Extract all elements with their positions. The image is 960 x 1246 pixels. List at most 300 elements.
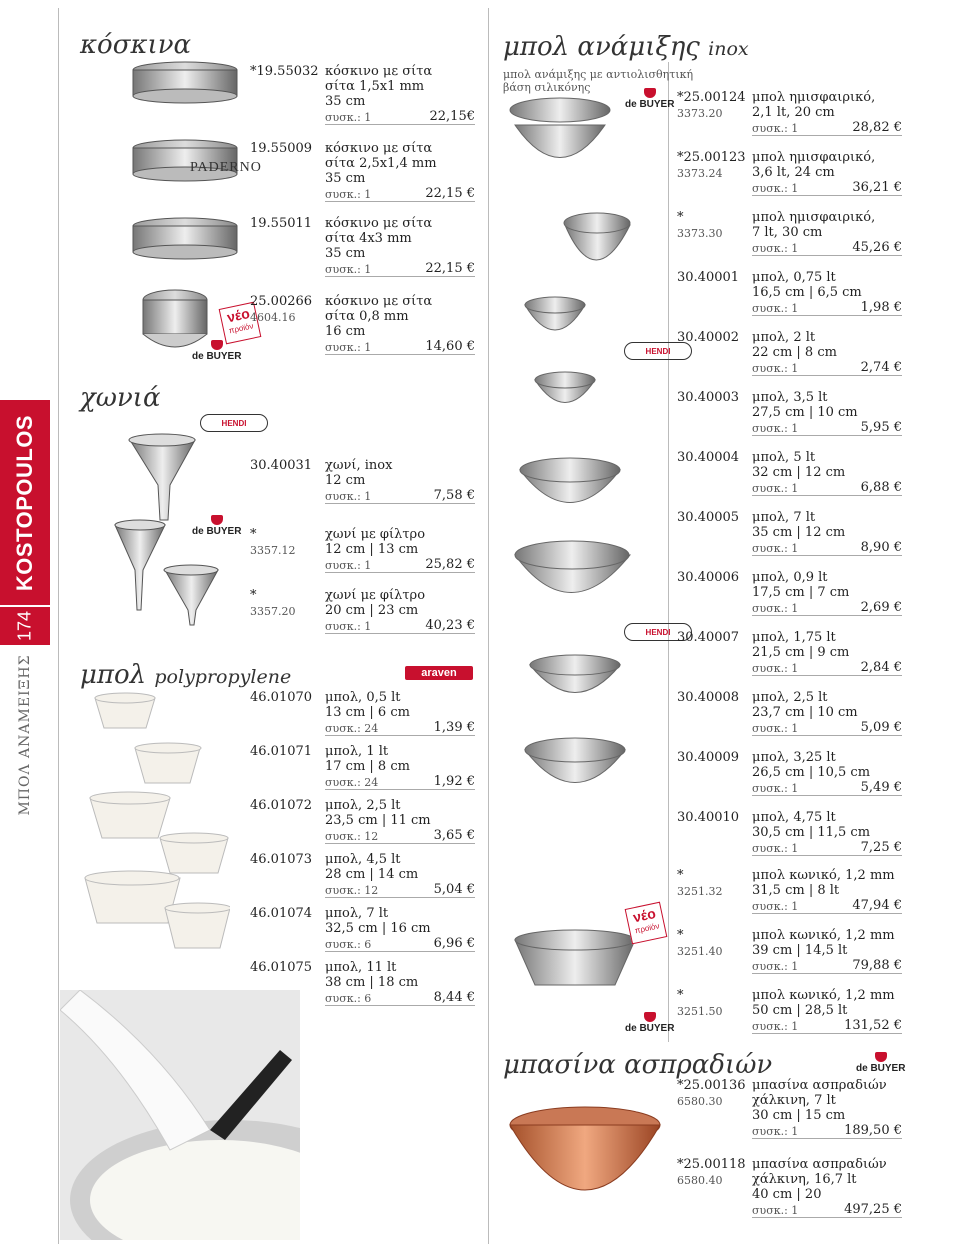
pack-price-row	[325, 489, 475, 504]
badge-line-2: προϊόν	[634, 921, 661, 936]
pack-price-row	[752, 781, 902, 796]
pack-quantity: συσκ.: 1	[752, 1020, 799, 1033]
description-line: 23,5 cm | 11 cm	[325, 813, 431, 828]
hendi-logo-funnels: HENDI	[200, 414, 268, 432]
description-line: σίτα 0,8 mm	[325, 309, 409, 324]
pack-price-row	[752, 121, 902, 136]
product-item	[250, 216, 475, 276]
description-line: 39 cm | 14,5 lt	[752, 943, 848, 958]
pack-quantity: συσκ.: 24	[325, 776, 379, 789]
product-description	[325, 906, 431, 936]
description-line: χάλκινη, 16,7 lt	[752, 1172, 857, 1187]
product-description	[752, 90, 875, 120]
pack-quantity: συσκ.: 1	[752, 182, 799, 195]
description-line: 17,5 cm | 7 cm	[752, 585, 850, 600]
description-line: μπολ, 1,75 lt	[752, 630, 836, 645]
description-line: μπολ κωνικό, 1,2 mm	[752, 868, 895, 883]
product-code: *25.00124	[677, 90, 746, 105]
pack-quantity: συσκ.: 1	[752, 122, 799, 135]
product-item	[677, 570, 902, 615]
description-line: 20 cm | 23 cm	[325, 603, 419, 618]
pack-price-row	[752, 181, 902, 196]
product-description	[325, 141, 437, 186]
description-line: μπολ ημισφαιρικό,	[752, 210, 876, 225]
product-item	[677, 90, 902, 135]
product-description	[752, 150, 875, 180]
description-line: μπολ, 0,9 lt	[752, 570, 828, 585]
product-code: 30.40009	[677, 750, 740, 765]
description-line: μπολ, 0,5 lt	[325, 690, 401, 705]
pack-quantity: συσκ.: 1	[325, 559, 372, 572]
product-description	[752, 210, 875, 240]
page-number-box	[0, 605, 50, 645]
description-line: 31,5 cm | 8 lt	[752, 883, 840, 898]
product-description	[752, 750, 870, 780]
pack-quantity: συσκ.: 1	[752, 482, 799, 495]
description-line: σίτα 2,5x1,4 mm	[325, 156, 437, 171]
product-description	[752, 270, 862, 300]
product-code: *	[677, 868, 684, 883]
pack-quantity: συσκ.: 1	[325, 263, 372, 276]
product-price: 22,15€	[429, 109, 475, 124]
copper-bowl-illustration	[505, 1085, 665, 1235]
product-description	[325, 588, 425, 618]
pack-quantity: συσκ.: 1	[752, 782, 799, 795]
product-description	[752, 988, 895, 1018]
product-item	[677, 750, 902, 795]
description-line: μπολ, 1 lt	[325, 744, 389, 759]
pack-quantity: συσκ.: 1	[752, 302, 799, 315]
product-code: 30.40007	[677, 630, 740, 645]
debuyer-logo-sieves	[192, 340, 241, 362]
product-price: 40,23 €	[425, 618, 475, 633]
mixing-bowls-material: inox	[708, 38, 749, 60]
brand-logo	[0, 400, 50, 605]
product-code: 46.01072	[250, 798, 313, 813]
spatula-in-bowl-photo	[60, 990, 300, 1240]
pack-quantity: συσκ.: 1	[752, 422, 799, 435]
product-code: 19.55011	[250, 216, 313, 231]
product-code: 30.40002	[677, 330, 740, 345]
supplier-code: 3373.30	[677, 227, 723, 240]
pack-quantity: συσκ.: 6	[325, 992, 372, 1005]
pack-price-row	[325, 262, 475, 277]
product-price: 5,95 €	[860, 420, 902, 435]
product-item	[677, 988, 902, 1033]
description-line: 3,6 lt, 24 cm	[752, 165, 835, 180]
product-item	[677, 330, 902, 375]
description-line: σίτα 4x3 mm	[325, 231, 412, 246]
description-line: 12 cm | 13 cm	[325, 542, 419, 557]
column-divider-left	[58, 8, 59, 1244]
product-code: *25.00123	[677, 150, 746, 165]
description-line: 21,5 cm | 9 cm	[752, 645, 850, 660]
pack-quantity: συσκ.: 1	[752, 960, 799, 973]
description-line: χωνί, inox	[325, 458, 393, 473]
description-line: μπολ, 7 lt	[325, 906, 389, 921]
product-item	[250, 960, 475, 1005]
product-description	[325, 690, 410, 720]
badge-line-1: νέο	[225, 304, 252, 326]
product-price: 22,15 €	[425, 261, 475, 276]
product-price: 7,58 €	[433, 488, 475, 503]
product-item	[677, 510, 902, 555]
pack-price-row	[752, 421, 902, 436]
description-line: κόσκινο με σίτα	[325, 141, 433, 156]
product-item	[250, 588, 475, 633]
description-line: 12 cm	[325, 473, 366, 488]
description-line: μπολ, 11 lt	[325, 960, 397, 975]
product-description	[752, 810, 870, 840]
product-item	[250, 744, 475, 789]
product-item	[677, 450, 902, 495]
pack-quantity: συσκ.: 1	[752, 842, 799, 855]
product-code: *	[250, 588, 257, 603]
supplier-code: 3357.12	[250, 544, 296, 557]
product-description	[752, 1078, 887, 1123]
brand-text: KOSTOPOULOS	[12, 414, 37, 591]
product-price: 5,04 €	[433, 882, 475, 897]
description-line: μπολ, 7 lt	[752, 510, 816, 525]
pack-price-row	[752, 601, 902, 616]
debuyer-text: de BUYER	[192, 526, 242, 537]
product-price: 131,52 €	[844, 1018, 902, 1033]
pack-price-row	[325, 937, 475, 952]
description-line: 22 cm | 8 cm	[752, 345, 837, 360]
product-code: 30.40010	[677, 810, 740, 825]
paderno-logo: PADERNO	[190, 160, 262, 175]
pack-quantity: συσκ.: 1	[752, 362, 799, 375]
pack-price-row	[325, 619, 475, 634]
debuyer-logo-conical	[625, 1012, 674, 1034]
pack-quantity: συσκ.: 12	[325, 884, 379, 897]
product-price: 2,74 €	[860, 360, 902, 375]
product-code: 30.40004	[677, 450, 740, 465]
description-line: μπολ ημισφαιρικό,	[752, 90, 876, 105]
pack-price-row	[325, 340, 475, 355]
product-price: 5,09 €	[860, 720, 902, 735]
product-code: 30.40005	[677, 510, 740, 525]
note-line-1: μπολ ανάμιξης με αντιολισθητική	[503, 68, 694, 81]
product-item	[677, 150, 902, 195]
product-description	[752, 1157, 887, 1202]
product-item	[250, 852, 475, 897]
product-description	[752, 450, 845, 480]
pack-quantity: συσκ.: 1	[752, 1125, 799, 1138]
pack-price-row	[752, 661, 902, 676]
description-line: μπολ κωνικό, 1,2 mm	[752, 928, 895, 943]
product-code: 30.40031	[250, 458, 313, 473]
araven-logo: araven	[405, 666, 473, 680]
page-number: 174	[14, 610, 35, 642]
pack-quantity: συσκ.: 1	[752, 900, 799, 913]
pack-price-row	[752, 721, 902, 736]
product-item	[677, 390, 902, 435]
section-title-sieves: κόσκινα	[80, 30, 192, 60]
product-price: 8,44 €	[433, 990, 475, 1005]
pack-price-row	[325, 883, 475, 898]
category-label-box	[10, 645, 40, 825]
description-line: 35 cm	[325, 94, 366, 109]
product-price: 497,25 €	[844, 1202, 902, 1217]
supplier-code: 3357.20	[250, 605, 296, 618]
description-line: 16 cm	[325, 324, 366, 339]
description-line: 27,5 cm | 10 cm	[752, 405, 858, 420]
description-line: 32,5 cm | 16 cm	[325, 921, 431, 936]
pack-price-row	[752, 1019, 902, 1034]
product-item	[677, 868, 902, 913]
section-title-mixing-bowls	[503, 32, 749, 62]
description-line: κόσκινο με σίτα	[325, 64, 433, 79]
product-description	[325, 960, 418, 990]
debuyer-logo-funnels	[192, 515, 241, 537]
description-line: χάλκινη, 7 lt	[752, 1093, 836, 1108]
product-price: 5,49 €	[860, 780, 902, 795]
pack-price-row	[752, 301, 902, 316]
pack-price-row	[752, 361, 902, 376]
description-line: μπολ ημισφαιρικό,	[752, 150, 876, 165]
product-price: 2,69 €	[860, 600, 902, 615]
pack-quantity: συσκ.: 12	[325, 830, 379, 843]
product-price: 79,88 €	[852, 958, 902, 973]
product-description	[325, 294, 432, 339]
description-line: σίτα 1,5x1 mm	[325, 79, 425, 94]
product-code: 46.01071	[250, 744, 313, 759]
debuyer-text: de BUYER	[625, 99, 675, 110]
product-item	[250, 294, 475, 354]
pack-price-row	[752, 959, 902, 974]
description-line: 26,5 cm | 10,5 cm	[752, 765, 871, 780]
mixing-bowls-word: μπολ ανάμιξης	[503, 32, 700, 62]
badge-line-2: προϊόν	[228, 321, 255, 336]
description-line: μπολ κωνικό, 1,2 mm	[752, 988, 895, 1003]
pack-price-row	[752, 241, 902, 256]
pack-price-row	[325, 991, 475, 1006]
product-code: 19.55009	[250, 141, 313, 156]
description-line: 17 cm | 8 cm	[325, 759, 410, 774]
description-line: 30,5 cm | 11,5 cm	[752, 825, 871, 840]
product-description	[752, 390, 858, 420]
debuyer-mark-icon	[875, 1052, 887, 1062]
product-price: 2,84 €	[860, 660, 902, 675]
description-line: 30 cm | 15 cm	[752, 1108, 846, 1123]
section-title-pp-bowls	[80, 660, 291, 690]
product-item	[677, 630, 902, 675]
side-tab	[0, 400, 50, 820]
pack-price-row	[752, 541, 902, 556]
description-line: 23,7 cm | 10 cm	[752, 705, 858, 720]
product-description	[752, 928, 895, 958]
product-item	[677, 1078, 902, 1138]
product-item	[677, 270, 902, 315]
pack-quantity: συσκ.: 1	[325, 620, 372, 633]
description-line: 38 cm | 18 cm	[325, 975, 419, 990]
product-item	[250, 798, 475, 843]
column-divider-middle	[488, 8, 489, 1244]
pack-price-row	[325, 110, 475, 125]
supplier-code: 3251.50	[677, 1005, 723, 1018]
new-product-badge-conical	[625, 902, 668, 945]
debuyer-mark-icon	[644, 88, 656, 98]
pack-quantity: συσκ.: 1	[752, 722, 799, 735]
pp-bowls-word: μπολ	[80, 660, 147, 690]
product-code: 46.01070	[250, 690, 313, 705]
description-line: κόσκινο με σίτα	[325, 216, 433, 231]
product-description	[752, 868, 895, 898]
product-price: 28,82 €	[852, 120, 902, 135]
product-price: 3,65 €	[433, 828, 475, 843]
badge-line-1: νέο	[631, 904, 658, 926]
description-line: μπολ, 3,5 lt	[752, 390, 828, 405]
product-description	[325, 527, 425, 557]
pack-price-row	[752, 481, 902, 496]
debuyer-text: de BUYER	[856, 1063, 906, 1074]
description-line: μπολ, 5 lt	[752, 450, 816, 465]
product-code: *	[250, 527, 257, 542]
supplier-code: 3251.32	[677, 885, 723, 898]
supplier-code: 4604.16	[250, 311, 296, 324]
product-code: 46.01075	[250, 960, 313, 975]
product-description	[752, 510, 845, 540]
product-description	[325, 216, 432, 261]
description-line: μπολ, 2,5 lt	[325, 798, 401, 813]
description-line: 35 cm	[325, 171, 366, 186]
sieve-1	[133, 62, 237, 103]
hendi-logo-mixing-2: HENDI	[624, 623, 692, 641]
product-price: 1,92 €	[433, 774, 475, 789]
product-item	[677, 810, 902, 855]
pack-price-row	[752, 1203, 902, 1218]
product-price: 6,88 €	[860, 480, 902, 495]
pack-quantity: συσκ.: 1	[752, 1204, 799, 1217]
description-line: 50 cm | 28,5 lt	[752, 1003, 848, 1018]
pack-quantity: συσκ.: 1	[325, 341, 372, 354]
product-description	[325, 64, 432, 109]
product-description	[752, 690, 858, 720]
column-divider-right	[668, 62, 669, 1042]
product-item	[677, 210, 902, 255]
description-line: 28 cm | 14 cm	[325, 867, 419, 882]
pack-quantity: συσκ.: 1	[752, 242, 799, 255]
product-item	[677, 690, 902, 735]
pack-price-row	[325, 721, 475, 736]
product-price: 7,25 €	[860, 840, 902, 855]
hendi-logo-mixing-1: HENDI	[624, 342, 692, 360]
category-label: ΜΠΟΛ ΑΝΑΜΕΙΞΗΣ	[17, 654, 33, 816]
description-line: 35 cm | 12 cm	[752, 525, 846, 540]
pack-quantity: συσκ.: 1	[752, 542, 799, 555]
pack-price-row	[325, 187, 475, 202]
product-item	[677, 928, 902, 973]
debuyer-logo-copper	[856, 1052, 905, 1074]
description-line: μπολ, 2 lt	[752, 330, 816, 345]
supplier-code: 3373.20	[677, 107, 723, 120]
product-code: 30.40006	[677, 570, 740, 585]
pp-bowls-material: polypropylene	[154, 666, 292, 688]
description-line: χωνί με φίλτρο	[325, 527, 426, 542]
product-code: 30.40008	[677, 690, 740, 705]
description-line: χωνί με φίλτρο	[325, 588, 426, 603]
description-line: 13 cm | 6 cm	[325, 705, 410, 720]
product-description	[325, 458, 392, 488]
product-item	[250, 141, 475, 201]
product-price: 45,26 €	[852, 240, 902, 255]
debuyer-text: de BUYER	[192, 351, 242, 362]
product-code: *	[677, 210, 684, 225]
supplier-code: 6580.30	[677, 1095, 723, 1108]
pack-price-row	[752, 841, 902, 856]
product-price: 1,98 €	[860, 300, 902, 315]
supplier-code: 3373.24	[677, 167, 723, 180]
pack-price-row	[325, 775, 475, 790]
description-line: μπολ, 4,75 lt	[752, 810, 836, 825]
debuyer-logo-mixing	[625, 88, 674, 110]
product-code: 30.40001	[677, 270, 740, 285]
product-item	[250, 64, 475, 124]
product-price: 22,15 €	[425, 186, 475, 201]
section-title-egg-bowls: μπασίνα ασπραδιών	[503, 1050, 773, 1080]
product-description	[325, 852, 418, 882]
description-line: μπασίνα ασπραδιών	[752, 1157, 887, 1172]
debuyer-mark-icon	[211, 515, 223, 525]
product-code: *25.00136	[677, 1078, 746, 1093]
product-description	[325, 744, 410, 774]
pack-quantity: συσκ.: 24	[325, 722, 379, 735]
product-code: *	[677, 988, 684, 1003]
product-code: *	[677, 928, 684, 943]
product-price: 6,96 €	[433, 936, 475, 951]
product-code: 46.01073	[250, 852, 313, 867]
pack-price-row	[325, 558, 475, 573]
product-code: *25.00118	[677, 1157, 746, 1172]
product-code: 30.40003	[677, 390, 740, 405]
description-line: κόσκινο με σίτα	[325, 294, 433, 309]
pack-quantity: συσκ.: 1	[325, 188, 372, 201]
product-code: 46.01074	[250, 906, 313, 921]
product-item	[250, 690, 475, 735]
supplier-code: 3251.40	[677, 945, 723, 958]
supplier-code: 6580.40	[677, 1174, 723, 1187]
description-line: 40 cm | 20	[752, 1187, 822, 1202]
debuyer-mark-icon	[644, 1012, 656, 1022]
pack-price-row	[325, 829, 475, 844]
product-item	[677, 1157, 902, 1217]
pack-quantity: συσκ.: 1	[325, 490, 372, 503]
description-line: 16,5 cm | 6,5 cm	[752, 285, 862, 300]
description-line: 32 cm | 12 cm	[752, 465, 846, 480]
product-description	[752, 630, 849, 660]
product-price: 36,21 €	[852, 180, 902, 195]
section-title-funnels: χωνιά	[80, 383, 161, 413]
debuyer-mark-icon	[211, 340, 223, 350]
product-price: 1,39 €	[433, 720, 475, 735]
note-line-2: βάση σιλικόνης	[503, 81, 591, 94]
description-line: μπολ, 3,25 lt	[752, 750, 836, 765]
pp-bowls-illustration	[80, 688, 230, 988]
description-line: μπασίνα ασπραδιών	[752, 1078, 887, 1093]
pack-quantity: συσκ.: 1	[752, 662, 799, 675]
product-price: 14,60 €	[425, 339, 475, 354]
description-line: μπολ, 0,75 lt	[752, 270, 836, 285]
pack-quantity: συσκ.: 1	[752, 602, 799, 615]
product-item	[250, 527, 475, 572]
product-code: *19.55032	[250, 64, 319, 79]
product-description	[325, 798, 431, 828]
product-item	[250, 906, 475, 951]
pack-quantity: συσκ.: 1	[325, 111, 372, 124]
product-price: 25,82 €	[425, 557, 475, 572]
description-line: μπολ, 2,5 lt	[752, 690, 828, 705]
